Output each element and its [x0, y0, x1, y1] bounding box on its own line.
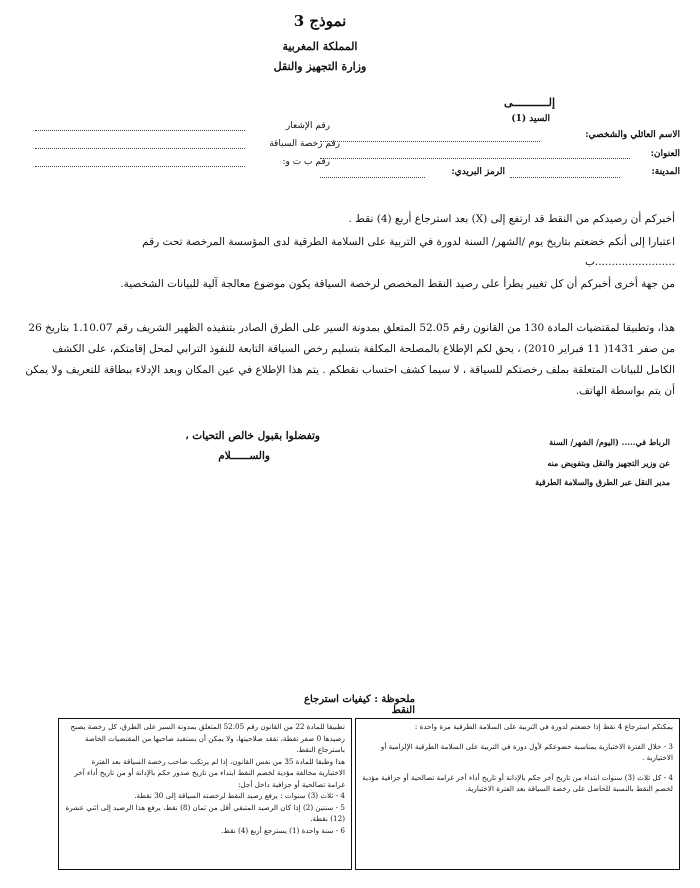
right-note-item: 3 - خلال الفترة الاختبارية بمناسبة خضوعكم لأول دورة في التربية على السلامة الطرقية الإلزامية أو الاختيارية .	[380, 741, 673, 762]
left-note-item: تطبيقا للمادة 22 من القانون رقم 52.05 المتعلق بمدونة السير على الطرق، كل رخصة يصبح رصيدها 0 صفر نقطة، تفقد صلاحيتها، ولا يمكن أن يستفيد صاحبها من المقتضيات الخاصة باسترجاع النقط.	[70, 722, 345, 754]
closing-greeting: وتفضلوا بقبول خالص التحيات ،	[185, 430, 320, 442]
note-title: ملحوظة : كيفيات استرجاع النقط	[304, 694, 415, 716]
address-field-line	[320, 158, 630, 159]
training-course-paragraph: اعتبارا إلى أنكم خضعتم بتاريخ يوم /الشهر/ السنة لدورة في التربية على السلامة الطرقية لدى المؤسسة المرخصة تحت رقم	[142, 236, 675, 248]
director-title: مدير النقل عبر الطرق والسلامة الطرقية	[535, 477, 670, 487]
right-note-intro: يمكنكم استرجاع 4 نقط إذا خضعتم لدورة في التربية على السلامة الطرقية مرة واحدة :	[414, 722, 673, 731]
legal-reference-paragraph: هذا، وتطبيقا لمقتضيات المادة 130 من القانون رقم 52.05 المتعلق بمدونة السير على الطرق الصادر بتنفيذه الظهير الشريف رقم 1.10.07 بتاريخ 26 من صفر 1431( 11 فبراير 2010) ، يحق لكم الإطلاع بالمصلحة المكلفة بتسليم رخص السياقة التابعة للنفوذ الترابي لمحل إقامتكم، على الكشف الكامل للبيانات المتعلقة بملف رخصتكم للسياقة ، لا سيما كشف احتساب نقطكم . يتم هذا الإطلاع في عين المكان وبعد الإدلاء ببطاقة للتعريف ولا يمكن أن يتم بواسطة الهاتف.	[25, 322, 675, 397]
points-restored-notice: أخبركم أن رصيدكم من النقط قد ارتفع إلى (X) بعد استرجاع أربع (4) نقط .	[348, 213, 675, 225]
left-note-item: 4 - ثلاث (3) سنوات : يرفع رصيد النقط لرخصته السياقة إلى 30 نقطة.	[134, 791, 345, 800]
recipient-to: إلـــــــــــى	[503, 96, 555, 109]
notice-number-line	[35, 130, 245, 131]
left-note-item: 6 - سنة واحدة (1) يسترجع أربع (4) نقط.	[220, 825, 345, 835]
right-note-item: 4 - كل ثلاث (3) سنوات ابتداء من تاريخ آخر حكم بالإدانة أو تاريخ أداء آخر غرامة تصالحية أو جزافية مؤدية لخصم النقط بالنسبة للحاصل على رخصة السياقة بعد الفترة الاختبارية.	[362, 772, 673, 793]
license-number-label: رقم رخصة السياقة	[269, 139, 340, 149]
left-note-box	[58, 718, 352, 870]
kingdom-title: المملكة المغربية	[282, 40, 358, 53]
right-note-box	[355, 718, 680, 870]
city-field-line	[510, 177, 620, 178]
on-behalf-of-minister: عن وزير التجهيز والنقل وبتفويض منه	[547, 458, 670, 468]
left-note-item: هذا وطبقا للمادة 35 من نفس القانون، إذا لم يرتكب صاحب رخصة السياقة بعد الفترة الاختبارية مخالفة مؤدية لخصم النقط ابتداء من تاريخ صدور حكم بالإدانة أو من تاريخ أداء آخر غرامة تصالحية أو جزافية داخل أجل:	[74, 756, 345, 789]
name-field-line	[320, 141, 540, 142]
data-processing-paragraph: من جهة أخرى أخبركم أن كل تغيير يطرأ على رصيد النقط المخصص لرخصة السياقة يكون موضوع معالجة آلية للبيانات الشخصية.	[120, 278, 675, 290]
place-date: الرباط في..... (اليوم/ الشهر/ السنة	[549, 437, 670, 447]
city-label: المدينة:	[651, 167, 680, 177]
recipient-mr: السيد (1)	[511, 114, 550, 124]
postal-label: الرمز البريدي:	[451, 167, 505, 177]
name-label: الاسم العائلي والشخصي:	[585, 130, 680, 140]
address-label: العنوان:	[650, 149, 680, 159]
closing-salam: والســــــلام	[218, 450, 270, 462]
license-number-line	[35, 148, 245, 149]
postal-field-line	[320, 177, 425, 178]
notice-number-label: رقم الإشعار	[285, 121, 330, 131]
ministry-title: وزارة التجهيز والنقل	[273, 60, 367, 73]
id-number-line	[35, 166, 245, 167]
training-course-dots: ........................ب	[585, 256, 675, 268]
id-number-label: رقم ب ت و:	[282, 157, 330, 167]
form-number: نموذج 3	[293, 12, 347, 30]
left-note-item: 5 - سنتين (2) إذا كان الرصيد المتبقي أقل من ثمان (8) نقط، يرفع هذا الرصيد إلى اثني عشرة (12) نقطة.	[65, 802, 345, 823]
